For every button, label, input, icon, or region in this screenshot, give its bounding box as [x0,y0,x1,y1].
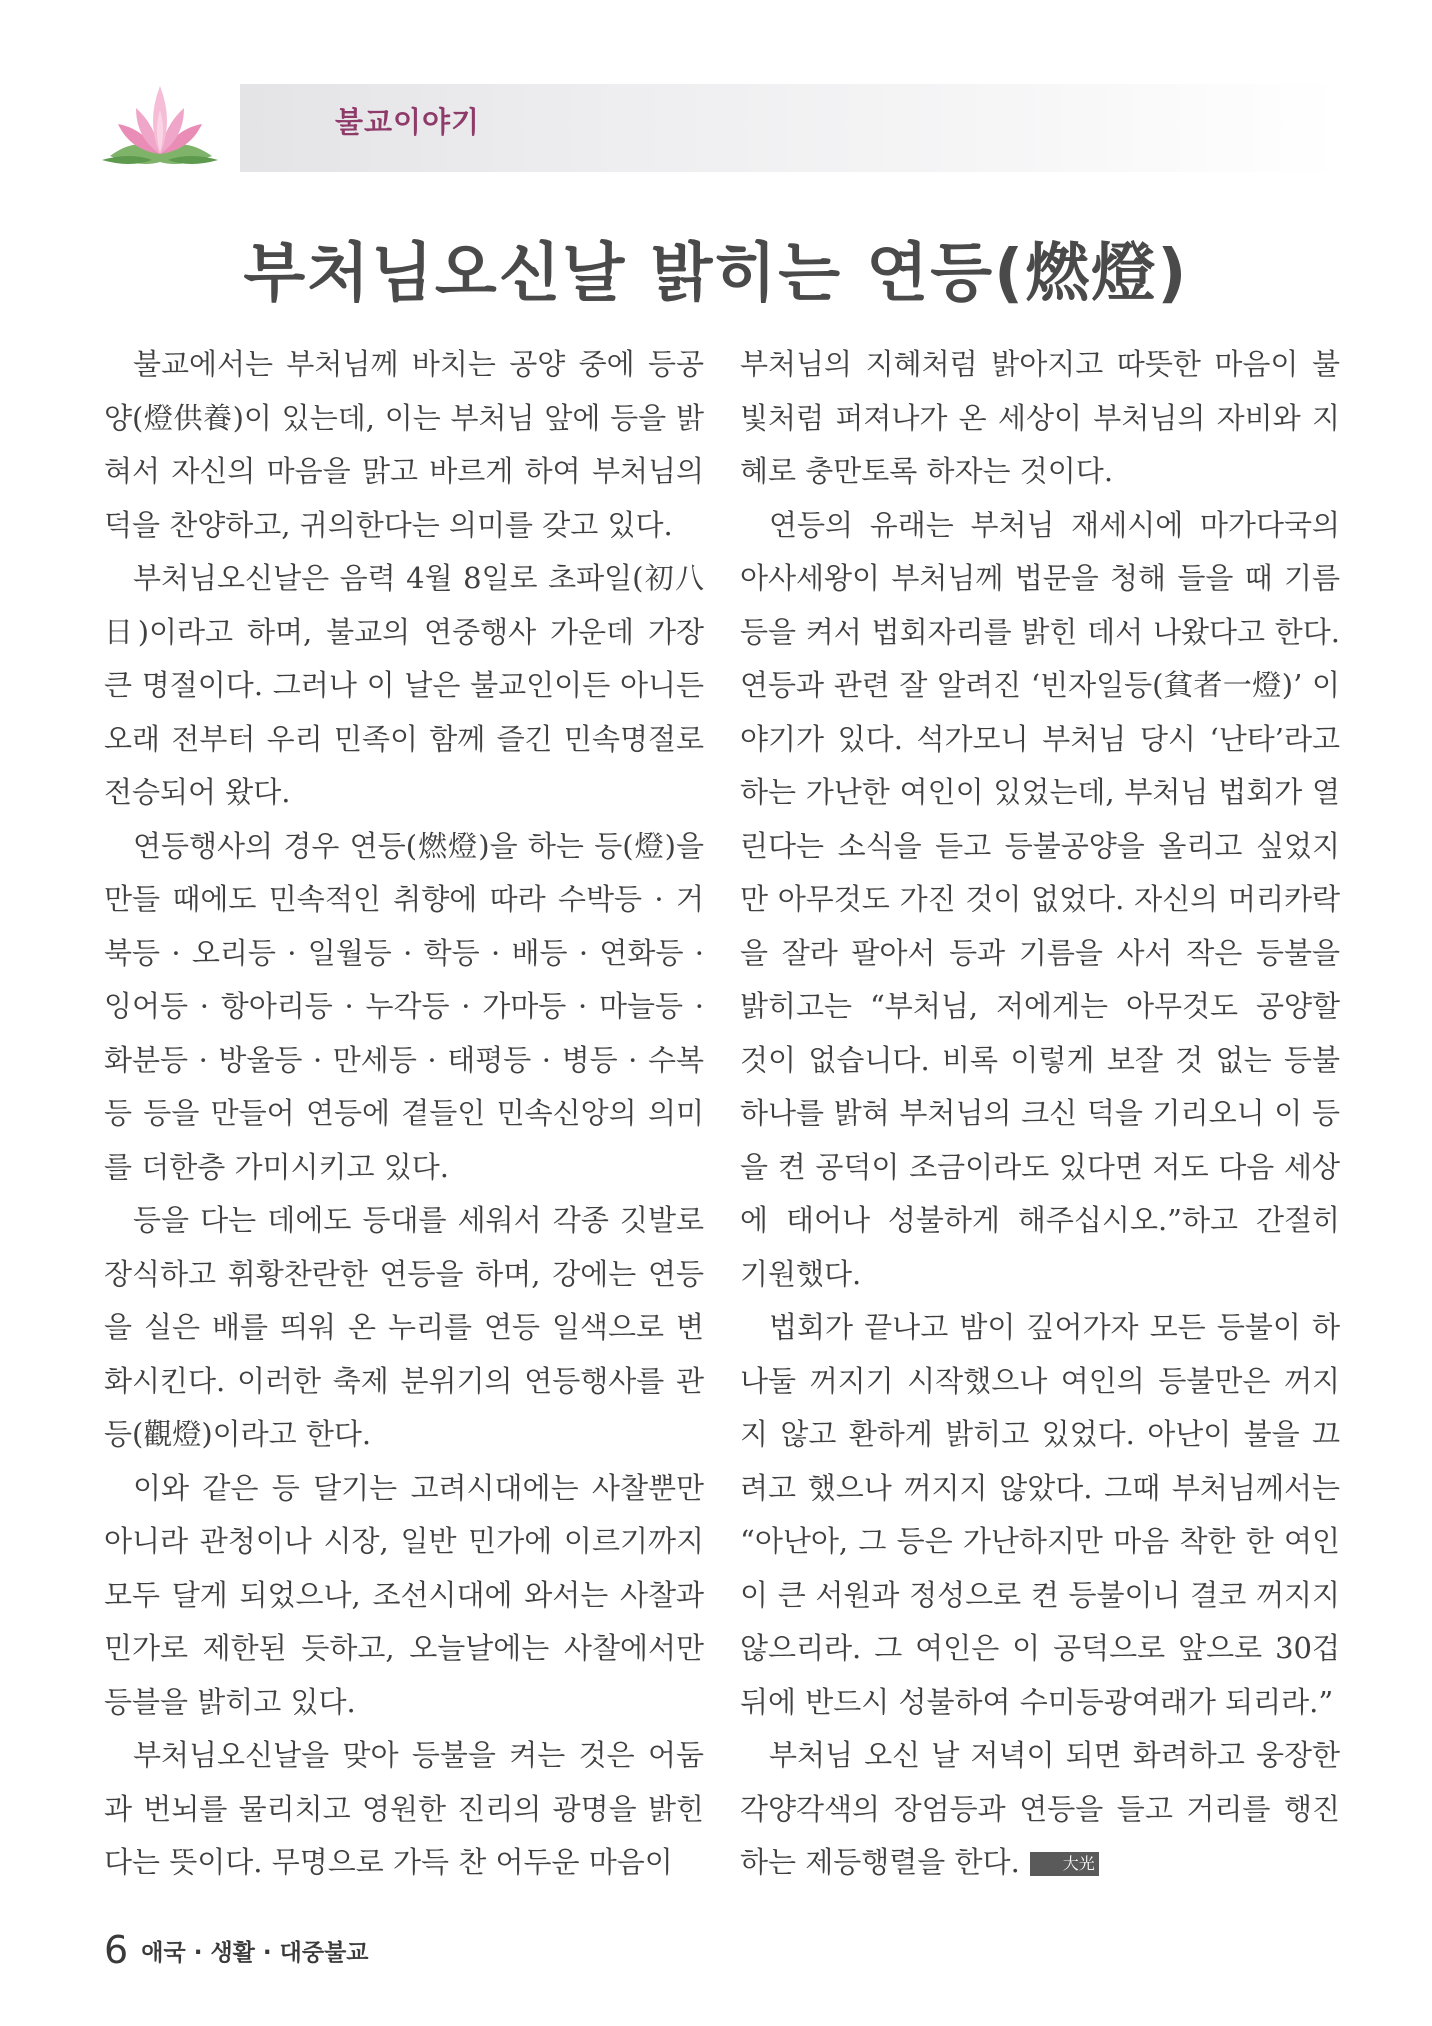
paragraph: 부처님오신날을 맞아 등불을 켜는 것은 어둠과 번뇌를 물리치고 영원한 진리의 광명을 밝힌다는 뜻이다. 무명으로 가득 찬 어두운 마음이 [104,1738,704,1879]
paragraph: 등을 다는 데에도 등대를 세워서 각종 깃발로 장식하고 휘황찬란한 연등을 하며, 강에는 연등을 실은 배를 띄워 온 누리를 연등 일색으로 변화시킨다. 이러한 축제 분위기의 연등행사를 관등(觀燈)이라고 한다. [104,1203,704,1451]
paragraph: 이와 같은 등 달기는 고려시대에는 사찰뿐만 아니라 관청이나 시장, 일반 민가에 이르기까지 모두 달게 되었으나, 조선시대에 와서는 사찰과 민가로 제한된 듯하고, 오늘날에는 사찰에서만 등블을 밝히고 있다. [104,1470,704,1719]
magazine-name: 애국 · 생활 · 대중불교 [141,1939,369,1966]
paragraph: 불교에서는 부처님께 바치는 공양 중에 등공양(燈供養)이 있는데, 이는 부처님 앞에 등을 밝혀서 자신의 마음을 맑고 바르게 하여 부처님의 덕을 찬양하고, 귀의한다는 의미를 갖고 있다. [104,347,704,542]
article-title: 부처님오신날 밝히는 연등(燃燈) [243,237,1189,311]
paragraph: 법회가 끝나고 밤이 깊어가자 모든 등불이 하나둘 꺼지기 시작했으나 여인의 등불만은 꺼지지 않고 환하게 밝히고 있었다. 아난이 불을 끄려고 했으나 꺼지지 않았다. 그때 부처님께서는 “아난아, 그 등은 가난하지만 마음 착한 한 여인이 큰 서원과 정성으로 켠 등불이니 결코 꺼지지 않으리라. 그 여인은 이 공덕으로 앞으로 30겁 뒤에 반드시 성불하여 수미등광여래가 되리라.” [740,1310,1340,1719]
lotus-icon [100,72,220,172]
paragraph: 부처님오신날은 음력 4월 8일로 초파일(初八日)이라고 하며, 불교의 연중행사 가운데 가장 큰 명절이다. 그러나 이 날은 불교인이든 아니든 오래 전부터 우리 민족이 함께 즐긴 민속명절로 전승되어 왔다. [104,561,704,809]
right-column [740,338,1340,1890]
closing-text: 부처님 오신 날 저녁이 되면 화려하고 웅장한 각양각색의 장엄등과 연등을 들고 거리를 행진하는 제등행렬을 한다. [740,1738,1340,1879]
section-label: 불교이야기 [335,105,481,139]
page-number: 6 [104,1928,129,1972]
page-footer [104,1928,369,1972]
author-seal: 大光 [1030,1852,1099,1876]
left-column [104,338,704,1890]
closing-paragraph [740,1729,1340,1890]
paragraph: 연등행사의 경우 연등(燃燈)을 하는 등(燈)을 만들 때에도 민속적인 취향에 따라 수박등 · 거북등 · 오리등 · 일월등 · 학등 · 배등 · 연화등 · 잉어등 · 항아리등 · 누각등 · 가마등 · 마늘등 · 화분등 · 방울등 · 만세등 · 태평등 · 병등 · 수복등 등을 만들어 연등에 곁들인 민속신앙의 의미를 더한층 가미시키고 있다. [104,828,704,1184]
paragraph-continuation: 부처님의 지혜처럼 밝아지고 따뜻한 마음이 불빛처럼 퍼져나가 온 세상이 부처님의 자비와 지혜로 충만토록 하자는 것이다. [740,347,1340,488]
paragraph: 연등의 유래는 부처님 재세시에 마가다국의 아사세왕이 부처님께 법문을 청해 들을 때 기름등을 켜서 법회자리를 밝힌 데서 나왔다고 한다. 연등과 관련 잘 알려진 ‘빈자일등(貧者一燈)’ 이야기가 있다. 석가모니 부처님 당시 ‘난타’라고 하는 가난한 여인이 있었는데, 부처님 법회가 열린다는 소식을 듣고 등불공양을 올리고 싶었지만 아무것도 가진 것이 없었다. 자신의 머리카락을 잘라 팔아서 등과 기름을 사서 작은 등불을 밝히고는 “부처님, 저에게는 아무것도 공양할 것이 없습니다. 비록 이렇게 보잘 것 없는 등불 하나를 밝혀 부처님의 크신 덕을 기리오니 이 등을 켠 공덕이 조금이라도 있다면 저도 다음 세상에 태어나 성불하게 해주십시오.”하고 간절히 기원했다. [740,507,1340,1291]
